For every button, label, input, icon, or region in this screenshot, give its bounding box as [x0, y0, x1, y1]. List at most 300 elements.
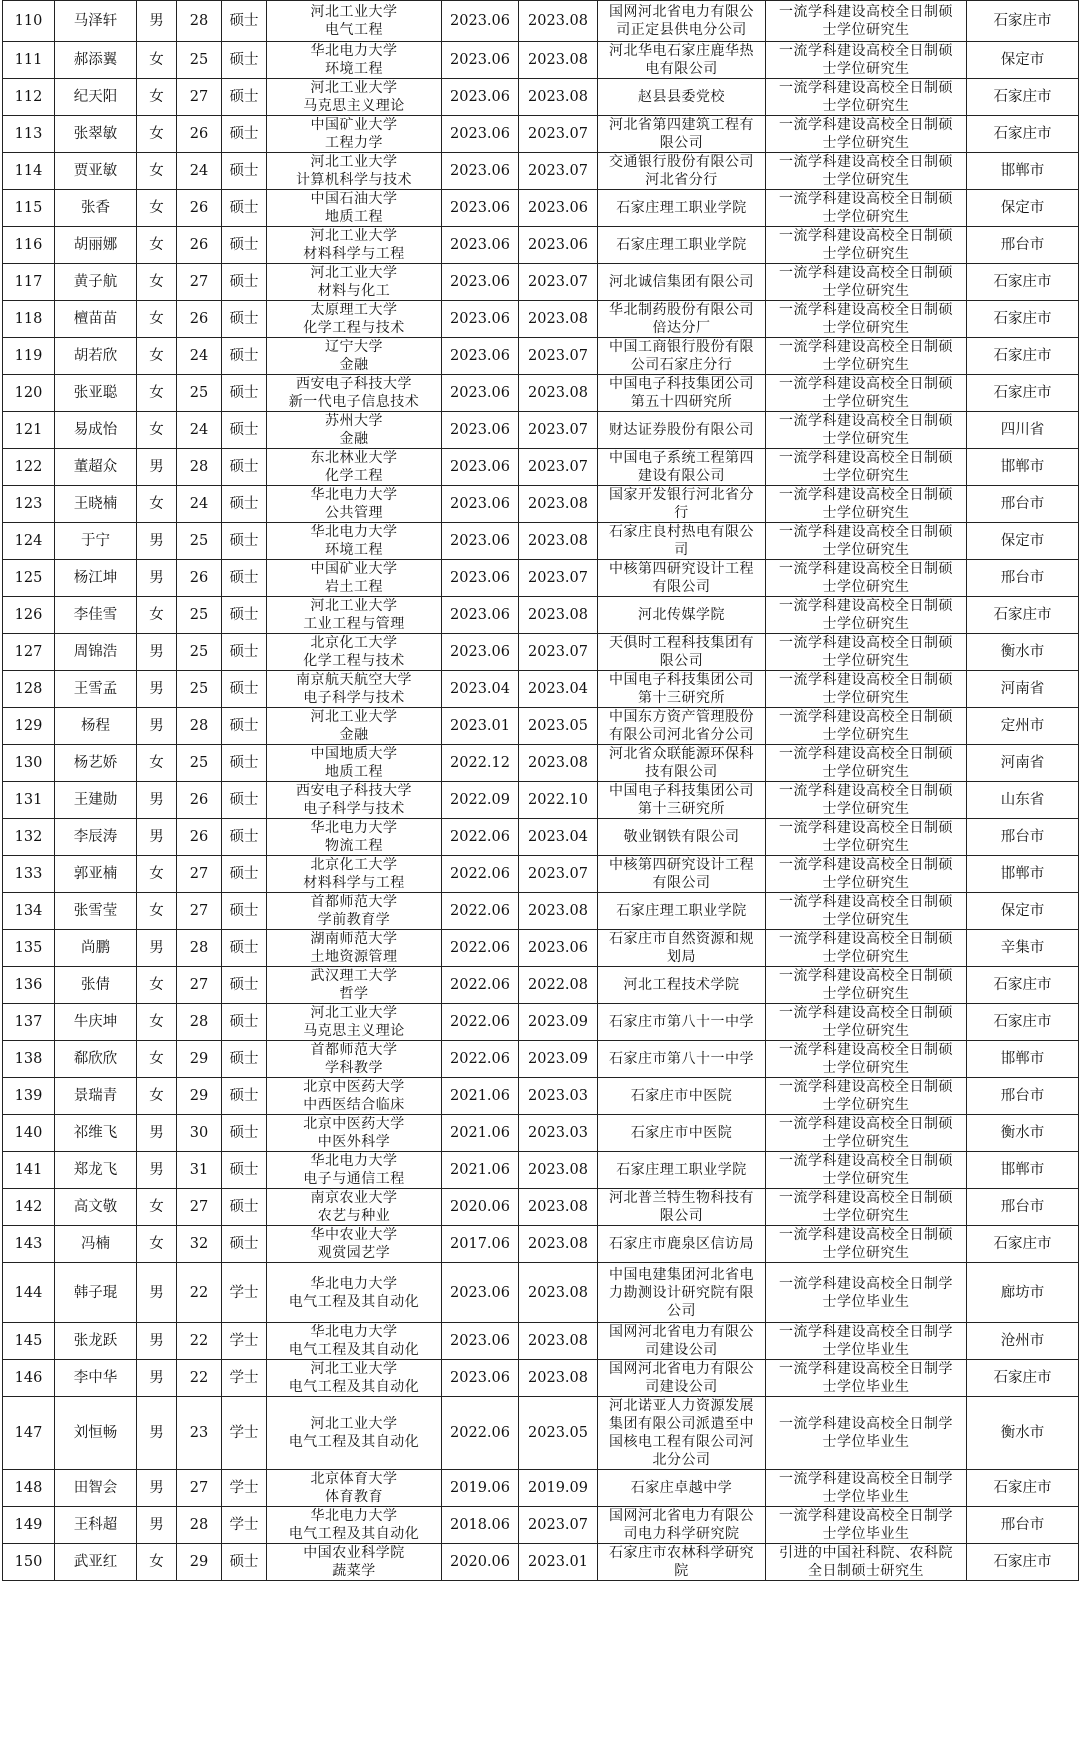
cell-category: 一流学科建设高校全日制硕 士学位研究生 [766, 523, 967, 560]
cell-name: 张雪莹 [55, 893, 137, 930]
cell-start-date: 2023.09 [519, 1041, 598, 1078]
cell-category: 一流学科建设高校全日制硕 士学位研究生 [766, 1041, 967, 1078]
cell-no: 136 [3, 967, 55, 1004]
cell-age: 25 [177, 745, 222, 782]
cell-category: 一流学科建设高校全日制硕 士学位研究生 [766, 116, 967, 153]
cell-age: 31 [177, 1152, 222, 1189]
table-row [3, 1041, 1079, 1078]
cell-school-major: 华北电力大学 电气工程及其自动化 [267, 1263, 442, 1323]
cell-name: 王雪孟 [55, 671, 137, 708]
cell-no: 134 [3, 893, 55, 930]
cell-start-date: 2023.08 [519, 42, 598, 79]
table-row [3, 42, 1079, 79]
cell-employer: 敬业钢铁有限公司 [598, 819, 766, 856]
cell-graduation-date: 2023.06 [442, 153, 519, 190]
cell-employer: 交通银行股份有限公司 河北省分行 [598, 153, 766, 190]
cell-start-date: 2023.07 [519, 153, 598, 190]
cell-name: 武亚红 [55, 1544, 137, 1581]
cell-start-date: 2023.06 [519, 190, 598, 227]
cell-age: 26 [177, 819, 222, 856]
cell-age: 27 [177, 264, 222, 301]
cell-origin: 邢台市 [967, 227, 1079, 264]
cell-start-date: 2023.07 [519, 412, 598, 449]
cell-start-date: 2023.08 [519, 301, 598, 338]
cell-no: 119 [3, 338, 55, 375]
table-row [3, 1470, 1079, 1507]
cell-age: 28 [177, 1507, 222, 1544]
cell-school-major: 北京体育大学 体育教育 [267, 1470, 442, 1507]
table-row [3, 1115, 1079, 1152]
cell-graduation-date: 2022.06 [442, 967, 519, 1004]
cell-origin: 石家庄市 [967, 301, 1079, 338]
cell-degree: 学士 [222, 1397, 267, 1470]
cell-no: 117 [3, 264, 55, 301]
cell-age: 24 [177, 153, 222, 190]
cell-age: 27 [177, 856, 222, 893]
cell-age: 27 [177, 1470, 222, 1507]
cell-school-major: 首都师范大学 学前教育学 [267, 893, 442, 930]
cell-category: 一流学科建设高校全日制硕 士学位研究生 [766, 1226, 967, 1263]
cell-origin: 河南省 [967, 671, 1079, 708]
table-row [3, 449, 1079, 486]
table-row [3, 338, 1079, 375]
cell-employer: 石家庄市鹿泉区信访局 [598, 1226, 766, 1263]
cell-employer: 河北省第四建筑工程有 限公司 [598, 116, 766, 153]
cell-origin: 石家庄市 [967, 1470, 1079, 1507]
cell-employer: 河北诺亚人力资源发展 集团有限公司派遣至中 国核电工程有限公司河 北分公司 [598, 1397, 766, 1470]
cell-name: 易成怡 [55, 412, 137, 449]
cell-start-date: 2023.07 [519, 338, 598, 375]
cell-category: 一流学科建设高校全日制硕 士学位研究生 [766, 819, 967, 856]
cell-no: 125 [3, 560, 55, 597]
cell-category: 一流学科建设高校全日制硕 士学位研究生 [766, 893, 967, 930]
cell-no: 139 [3, 1078, 55, 1115]
cell-age: 29 [177, 1544, 222, 1581]
cell-employer: 赵县县委党校 [598, 79, 766, 116]
cell-category: 一流学科建设高校全日制硕 士学位研究生 [766, 745, 967, 782]
cell-graduation-date: 2022.06 [442, 856, 519, 893]
cell-age: 25 [177, 634, 222, 671]
cell-gender: 女 [137, 1004, 177, 1041]
cell-graduation-date: 2023.06 [442, 449, 519, 486]
cell-employer: 石家庄市第八十一中学 [598, 1041, 766, 1078]
cell-degree: 硕士 [222, 671, 267, 708]
cell-name: 景瑞青 [55, 1078, 137, 1115]
cell-gender: 女 [137, 42, 177, 79]
table-row [3, 1226, 1079, 1263]
cell-start-date: 2023.06 [519, 227, 598, 264]
cell-school-major: 辽宁大学 金融 [267, 338, 442, 375]
cell-name: 杨江坤 [55, 560, 137, 597]
cell-school-major: 华北电力大学 电气工程及其自动化 [267, 1323, 442, 1360]
cell-graduation-date: 2022.06 [442, 893, 519, 930]
cell-gender: 男 [137, 1397, 177, 1470]
cell-name: 田智会 [55, 1470, 137, 1507]
cell-origin: 石家庄市 [967, 1, 1079, 42]
cell-origin: 石家庄市 [967, 1360, 1079, 1397]
cell-gender: 女 [137, 227, 177, 264]
cell-school-major: 北京中医药大学 中医外科学 [267, 1115, 442, 1152]
cell-school-major: 河北工业大学 计算机科学与技术 [267, 153, 442, 190]
cell-employer: 华北制药股份有限公司 倍达分厂 [598, 301, 766, 338]
cell-school-major: 武汉理工大学 哲学 [267, 967, 442, 1004]
cell-age: 26 [177, 116, 222, 153]
cell-gender: 男 [137, 1507, 177, 1544]
cell-school-major: 华北电力大学 环境工程 [267, 523, 442, 560]
cell-category: 一流学科建设高校全日制硕 士学位研究生 [766, 634, 967, 671]
cell-origin: 邢台市 [967, 1507, 1079, 1544]
cell-origin: 保定市 [967, 523, 1079, 560]
cell-no: 116 [3, 227, 55, 264]
table-row [3, 264, 1079, 301]
cell-name: 高文敬 [55, 1189, 137, 1226]
cell-no: 144 [3, 1263, 55, 1323]
table-body [3, 1, 1079, 1581]
cell-gender: 女 [137, 893, 177, 930]
cell-school-major: 中国矿业大学 工程力学 [267, 116, 442, 153]
cell-category: 一流学科建设高校全日制硕 士学位研究生 [766, 930, 967, 967]
cell-degree: 硕士 [222, 412, 267, 449]
cell-employer: 石家庄卓越中学 [598, 1470, 766, 1507]
cell-start-date: 2023.08 [519, 79, 598, 116]
cell-origin: 石家庄市 [967, 967, 1079, 1004]
cell-name: 李辰涛 [55, 819, 137, 856]
cell-graduation-date: 2022.09 [442, 782, 519, 819]
cell-gender: 男 [137, 449, 177, 486]
cell-category: 一流学科建设高校全日制学 士学位毕业生 [766, 1397, 967, 1470]
cell-category: 一流学科建设高校全日制硕 士学位研究生 [766, 782, 967, 819]
cell-graduation-date: 2022.12 [442, 745, 519, 782]
cell-start-date: 2023.07 [519, 634, 598, 671]
cell-name: 张亚聪 [55, 375, 137, 412]
cell-employer: 中国东方资产管理股份 有限公司河北省分公司 [598, 708, 766, 745]
table-row [3, 1152, 1079, 1189]
cell-origin: 保定市 [967, 190, 1079, 227]
cell-no: 142 [3, 1189, 55, 1226]
cell-graduation-date: 2023.06 [442, 523, 519, 560]
cell-school-major: 河北工业大学 金融 [267, 708, 442, 745]
cell-gender: 女 [137, 301, 177, 338]
table-row [3, 1323, 1079, 1360]
cell-name: 郑龙飞 [55, 1152, 137, 1189]
cell-graduation-date: 2023.06 [442, 190, 519, 227]
cell-gender: 男 [137, 634, 177, 671]
cell-gender: 女 [137, 1041, 177, 1078]
cell-category: 一流学科建设高校全日制硕 士学位研究生 [766, 301, 967, 338]
cell-no: 121 [3, 412, 55, 449]
cell-start-date: 2023.06 [519, 930, 598, 967]
cell-start-date: 2023.07 [519, 856, 598, 893]
cell-start-date: 2023.05 [519, 708, 598, 745]
cell-school-major: 首都师范大学 学科教学 [267, 1041, 442, 1078]
cell-origin: 邢台市 [967, 560, 1079, 597]
cell-gender: 男 [137, 523, 177, 560]
cell-origin: 石家庄市 [967, 1226, 1079, 1263]
cell-no: 149 [3, 1507, 55, 1544]
table-row [3, 1189, 1079, 1226]
cell-school-major: 河北工业大学 马克思主义理论 [267, 79, 442, 116]
cell-gender: 女 [137, 375, 177, 412]
cell-category: 一流学科建设高校全日制硕 士学位研究生 [766, 264, 967, 301]
cell-no: 146 [3, 1360, 55, 1397]
cell-degree: 硕士 [222, 486, 267, 523]
cell-start-date: 2023.08 [519, 1226, 598, 1263]
cell-graduation-date: 2023.06 [442, 1263, 519, 1323]
cell-graduation-date: 2021.06 [442, 1115, 519, 1152]
cell-name: 于宁 [55, 523, 137, 560]
cell-start-date: 2023.07 [519, 449, 598, 486]
cell-employer: 中核第四研究设计工程 有限公司 [598, 560, 766, 597]
cell-origin: 石家庄市 [967, 1544, 1079, 1581]
cell-origin: 石家庄市 [967, 116, 1079, 153]
cell-age: 32 [177, 1226, 222, 1263]
cell-age: 25 [177, 597, 222, 634]
cell-employer: 国家开发银行河北省分 行 [598, 486, 766, 523]
table-row [3, 1004, 1079, 1041]
cell-name: 王晓楠 [55, 486, 137, 523]
cell-degree: 硕士 [222, 597, 267, 634]
cell-name: 刘恒畅 [55, 1397, 137, 1470]
cell-no: 123 [3, 486, 55, 523]
cell-degree: 硕士 [222, 1189, 267, 1226]
cell-degree: 学士 [222, 1360, 267, 1397]
cell-school-major: 东北林业大学 化学工程 [267, 449, 442, 486]
cell-no: 124 [3, 523, 55, 560]
cell-no: 150 [3, 1544, 55, 1581]
table-row [3, 930, 1079, 967]
cell-origin: 保定市 [967, 893, 1079, 930]
cell-gender: 男 [137, 1323, 177, 1360]
cell-age: 26 [177, 301, 222, 338]
table-row [3, 301, 1079, 338]
cell-graduation-date: 2023.06 [442, 412, 519, 449]
cell-age: 25 [177, 375, 222, 412]
table-row [3, 1507, 1079, 1544]
cell-employer: 河北华电石家庄鹿华热 电有限公司 [598, 42, 766, 79]
cell-employer: 中国电子系统工程第四 建设有限公司 [598, 449, 766, 486]
table-row [3, 375, 1079, 412]
cell-name: 李中华 [55, 1360, 137, 1397]
cell-origin: 河南省 [967, 745, 1079, 782]
cell-category: 一流学科建设高校全日制硕 士学位研究生 [766, 967, 967, 1004]
cell-graduation-date: 2023.06 [442, 634, 519, 671]
cell-no: 110 [3, 1, 55, 42]
cell-degree: 硕士 [222, 42, 267, 79]
cell-name: 张倩 [55, 967, 137, 1004]
cell-category: 一流学科建设高校全日制硕 士学位研究生 [766, 190, 967, 227]
cell-school-major: 北京化工大学 化学工程与技术 [267, 634, 442, 671]
cell-school-major: 西安电子科技大学 新一代电子信息技术 [267, 375, 442, 412]
cell-school-major: 南京航天航空大学 电子科学与技术 [267, 671, 442, 708]
cell-category: 一流学科建设高校全日制硕 士学位研究生 [766, 153, 967, 190]
cell-origin: 邢台市 [967, 819, 1079, 856]
cell-gender: 男 [137, 1360, 177, 1397]
cell-category: 一流学科建设高校全日制硕 士学位研究生 [766, 1152, 967, 1189]
cell-age: 28 [177, 930, 222, 967]
cell-employer: 石家庄市第八十一中学 [598, 1004, 766, 1041]
cell-start-date: 2022.08 [519, 967, 598, 1004]
table-row [3, 782, 1079, 819]
cell-school-major: 北京中医药大学 中西医结合临床 [267, 1078, 442, 1115]
cell-gender: 女 [137, 264, 177, 301]
cell-gender: 女 [137, 153, 177, 190]
cell-start-date: 2023.01 [519, 1544, 598, 1581]
cell-degree: 硕士 [222, 116, 267, 153]
table-row [3, 671, 1079, 708]
cell-school-major: 河北工业大学 电气工程 [267, 1, 442, 42]
table-row [3, 967, 1079, 1004]
cell-start-date: 2023.07 [519, 560, 598, 597]
cell-name: 纪天阳 [55, 79, 137, 116]
cell-degree: 硕士 [222, 264, 267, 301]
cell-gender: 女 [137, 1189, 177, 1226]
cell-graduation-date: 2023.06 [442, 301, 519, 338]
cell-graduation-date: 2023.06 [442, 79, 519, 116]
cell-age: 25 [177, 523, 222, 560]
cell-gender: 男 [137, 1470, 177, 1507]
table-row [3, 412, 1079, 449]
cell-degree: 学士 [222, 1323, 267, 1360]
table-row [3, 1263, 1079, 1323]
cell-employer: 中国电子科技集团公司 第十三研究所 [598, 671, 766, 708]
cell-start-date: 2023.08 [519, 1189, 598, 1226]
cell-age: 26 [177, 190, 222, 227]
cell-school-major: 河北工业大学 工业工程与管理 [267, 597, 442, 634]
cell-degree: 硕士 [222, 708, 267, 745]
cell-name: 郝添翼 [55, 42, 137, 79]
cell-start-date: 2023.08 [519, 1360, 598, 1397]
cell-origin: 邯郸市 [967, 1152, 1079, 1189]
cell-employer: 天俱时工程科技集团有 限公司 [598, 634, 766, 671]
cell-age: 28 [177, 1, 222, 42]
cell-no: 131 [3, 782, 55, 819]
cell-graduation-date: 2023.06 [442, 42, 519, 79]
cell-no: 133 [3, 856, 55, 893]
cell-age: 24 [177, 412, 222, 449]
cell-start-date: 2023.07 [519, 1507, 598, 1544]
cell-start-date: 2023.09 [519, 1004, 598, 1041]
cell-no: 112 [3, 79, 55, 116]
cell-origin: 定州市 [967, 708, 1079, 745]
cell-gender: 女 [137, 486, 177, 523]
cell-name: 杨艺娇 [55, 745, 137, 782]
cell-no: 113 [3, 116, 55, 153]
table-row [3, 856, 1079, 893]
cell-degree: 硕士 [222, 1152, 267, 1189]
cell-category: 一流学科建设高校全日制硕 士学位研究生 [766, 1004, 967, 1041]
cell-category: 一流学科建设高校全日制硕 士学位研究生 [766, 42, 967, 79]
cell-gender: 女 [137, 967, 177, 1004]
cell-age: 27 [177, 79, 222, 116]
cell-gender: 女 [137, 745, 177, 782]
cell-name: 王科超 [55, 1507, 137, 1544]
cell-name: 张龙跃 [55, 1323, 137, 1360]
cell-name: 张翠敏 [55, 116, 137, 153]
cell-no: 141 [3, 1152, 55, 1189]
cell-employer: 河北传媒学院 [598, 597, 766, 634]
cell-origin: 廊坊市 [967, 1263, 1079, 1323]
cell-degree: 硕士 [222, 1, 267, 42]
cell-name: 马泽轩 [55, 1, 137, 42]
cell-school-major: 华北电力大学 物流工程 [267, 819, 442, 856]
cell-no: 130 [3, 745, 55, 782]
cell-start-date: 2023.04 [519, 671, 598, 708]
cell-employer: 国网河北省电力有限公 司正定县供电分公司 [598, 1, 766, 42]
cell-start-date: 2023.08 [519, 893, 598, 930]
cell-gender: 男 [137, 1263, 177, 1323]
cell-degree: 学士 [222, 1263, 267, 1323]
cell-degree: 硕士 [222, 930, 267, 967]
cell-graduation-date: 2019.06 [442, 1470, 519, 1507]
cell-age: 22 [177, 1323, 222, 1360]
cell-origin: 邯郸市 [967, 856, 1079, 893]
cell-name: 贾亚敏 [55, 153, 137, 190]
cell-degree: 硕士 [222, 338, 267, 375]
cell-degree: 硕士 [222, 856, 267, 893]
cell-origin: 邯郸市 [967, 153, 1079, 190]
cell-employer: 石家庄良村热电有限公 司 [598, 523, 766, 560]
cell-graduation-date: 2021.06 [442, 1078, 519, 1115]
cell-start-date: 2023.04 [519, 819, 598, 856]
cell-origin: 衡水市 [967, 1397, 1079, 1470]
cell-no: 132 [3, 819, 55, 856]
cell-graduation-date: 2017.06 [442, 1226, 519, 1263]
cell-degree: 硕士 [222, 1544, 267, 1581]
cell-category: 一流学科建设高校全日制硕 士学位研究生 [766, 227, 967, 264]
table-row [3, 819, 1079, 856]
cell-graduation-date: 2023.06 [442, 1323, 519, 1360]
cell-origin: 石家庄市 [967, 597, 1079, 634]
cell-category: 引进的中国社科院、农科院 全日制硕士研究生 [766, 1544, 967, 1581]
cell-age: 28 [177, 1004, 222, 1041]
cell-school-major: 河北工业大学 材料科学与工程 [267, 227, 442, 264]
cell-age: 27 [177, 893, 222, 930]
cell-origin: 山东省 [967, 782, 1079, 819]
table-row [3, 190, 1079, 227]
cell-age: 27 [177, 1189, 222, 1226]
cell-start-date: 2023.08 [519, 1, 598, 42]
cell-employer: 河北工程技术学院 [598, 967, 766, 1004]
cell-graduation-date: 2023.06 [442, 338, 519, 375]
cell-no: 138 [3, 1041, 55, 1078]
cell-no: 145 [3, 1323, 55, 1360]
cell-degree: 硕士 [222, 375, 267, 412]
cell-name: 胡若欣 [55, 338, 137, 375]
cell-gender: 男 [137, 708, 177, 745]
cell-graduation-date: 2023.06 [442, 1, 519, 42]
cell-school-major: 华北电力大学 电子与通信工程 [267, 1152, 442, 1189]
cell-origin: 邢台市 [967, 1078, 1079, 1115]
cell-category: 一流学科建设高校全日制硕 士学位研究生 [766, 412, 967, 449]
cell-age: 24 [177, 486, 222, 523]
cell-employer: 国网河北省电力有限公 司电力科学研究院 [598, 1507, 766, 1544]
cell-category: 一流学科建设高校全日制学 士学位毕业生 [766, 1263, 967, 1323]
cell-name: 周锦浩 [55, 634, 137, 671]
cell-no: 143 [3, 1226, 55, 1263]
cell-school-major: 华中农业大学 观赏园艺学 [267, 1226, 442, 1263]
cell-degree: 硕士 [222, 301, 267, 338]
cell-employer: 中国电建集团河北省电 力勘测设计研究院有限 公司 [598, 1263, 766, 1323]
cell-start-date: 2023.08 [519, 1323, 598, 1360]
cell-name: 牛庆坤 [55, 1004, 137, 1041]
table-row [3, 523, 1079, 560]
cell-no: 147 [3, 1397, 55, 1470]
cell-graduation-date: 2023.06 [442, 227, 519, 264]
table-row [3, 227, 1079, 264]
cell-school-major: 中国地质大学 地质工程 [267, 745, 442, 782]
cell-category: 一流学科建设高校全日制学 士学位毕业生 [766, 1360, 967, 1397]
cell-name: 董超众 [55, 449, 137, 486]
